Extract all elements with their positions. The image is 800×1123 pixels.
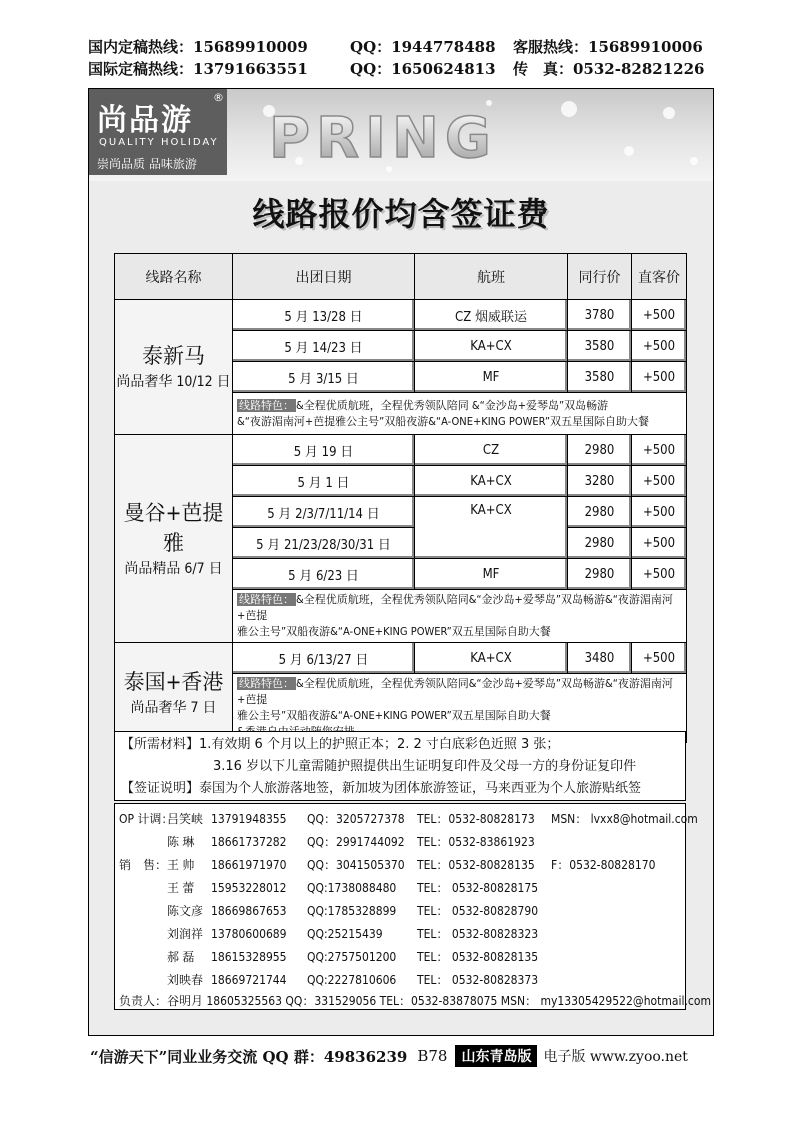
trade-price: 3580 [568,362,632,393]
intl-qq: QQ：1650624813 [350,60,496,78]
contact-name: 陈文彦 [167,904,204,918]
hotline-row-2 [88,58,718,80]
contact-tel: TEL： 0532-80828175 [417,881,539,895]
flight: CZ 烟威联运 [415,300,568,331]
route-features [233,393,687,435]
feature-text-2: 雅公主号”双船夜游&“A-ONE+KING POWER”双五星国际自助大餐 [237,625,551,638]
contact-tel: TEL： 0532-80828790 [417,904,539,918]
route-name: 曼谷+芭提雅 [123,500,224,555]
visa-notes: 【签证说明】泰国为个人旅游落地签，新加坡为团体旅游签证，马来西亚为个人旅游贴纸签 [121,781,642,796]
contact-name: 王 帅 [167,858,195,872]
trade-price: 2980 [568,528,632,559]
brand-english: QUALITY HOLIDAY [99,137,219,148]
contact-line [119,971,538,988]
contact-tel: TEL：0532-80828173 [417,812,535,826]
headline: 线路报价均含签证费 [252,195,550,233]
feature-text: &全程优质航班，全程优秀领队陪同 &“金沙岛+爱琴岛”双岛畅游 [296,398,609,412]
trade-price: 2980 [568,559,632,590]
materials-line-1: 【所需材料】1.有效期 6 个月以上的护照正本；2. 2 寸白底彩色近照 3 张； [121,737,560,752]
feature-tag: 线路特色： [239,398,294,412]
banner-word: PRING [269,106,497,171]
trade-price: 3580 [568,331,632,362]
contact-tel: TEL：0532-80828135 [417,858,535,872]
col-header-trade-price: 同行价 [568,254,632,300]
contact-qq: QQ：3205727378 [307,812,405,826]
intl-hotline: 国际定稿热线：13791663551 [88,60,308,78]
retail-price: +500 [632,362,687,393]
contact-line [119,810,698,827]
manager-line: 负责人：谷明月 18605325563 QQ：331529056 TEL：0532-83878075 MSN： my13305429522@hotmail.com [119,994,711,1008]
table-header-row [115,254,687,300]
op-label: OP 计调： [119,812,174,826]
contact-qq: QQ:2227810606 [307,973,397,987]
contact-fax: F：0532-80828170 [551,858,656,872]
flight: KA+CX [415,497,568,559]
departure-date: 5 月 6/13/27 日 [233,643,415,674]
contact-name: 刘映春 [167,973,204,987]
trade-price: 3780 [568,300,632,331]
retail-price: +500 [632,300,687,331]
qq-group-text: “信游天下”同业业务交流 QQ 群：49836239 [90,1047,408,1066]
route-cell-thai-hk [115,643,233,743]
feature-text: &全程优质航班，全程优秀领队陪同&“金沙岛+爱琴岛”双岛畅游&“夜游湄南河+芭提 [237,677,673,706]
contact-tel: TEL：0532-83861923 [417,835,535,849]
retail-price: +500 [632,435,687,466]
retail-price: +500 [632,643,687,674]
contact-phone: 18661737282 [211,835,287,849]
departure-date: 5 月 3/15 日 [233,362,415,393]
contact-msn: MSN： lvxx8@hotmail.com [551,812,698,826]
departure-date: 5 月 1 日 [233,466,415,497]
flight: CZ [415,435,568,466]
contact-phone: 18669867653 [211,904,287,918]
trade-price: 2980 [568,497,632,528]
feature-text: &全程优质航班，全程优秀领队陪同&“金沙岛+爱琴岛”双岛畅游&“夜游湄南河+芭提 [237,593,673,622]
trade-price: 3480 [568,643,632,674]
contact-phone: 13791948355 [211,812,287,826]
contact-phone: 18615328955 [211,950,287,964]
contact-qq: QQ:1785328899 [307,904,397,918]
contact-line [119,902,538,919]
retail-price: +500 [632,528,687,559]
flight: KA+CX [415,331,568,362]
sales-label: 销 售： [119,858,168,872]
departure-date: 5 月 14/23 日 [233,331,415,362]
contact-tel: TEL： 0532-80828323 [417,927,539,941]
retail-price: +500 [632,559,687,590]
flight: KA+CX [415,643,568,674]
contact-qq: QQ：3041505370 [307,858,405,872]
table-row [115,300,687,331]
brand-logo [89,89,227,175]
contact-name: 陈 琳 [167,835,195,849]
contact-name: 郝 磊 [167,950,195,964]
contact-qq: QQ:1738088480 [307,881,397,895]
fax-number: 传 真：0532-82821226 [513,60,705,78]
flight: KA+CX [415,466,568,497]
registered-mark: ® [213,91,224,104]
contact-phone: 18669721744 [211,973,287,987]
contact-phone: 18661971970 [211,858,287,872]
service-hotline: 客服热线：15689910006 [513,38,703,56]
contact-name: 吕笑峡 [167,812,204,826]
route-subtitle: 尚品奢华 7 日 [130,699,217,716]
contact-qq: QQ:25215439 [307,927,383,941]
brand-slogan: 崇尚品质 品味旅游 [97,157,197,171]
price-table [114,253,687,743]
departure-date: 5 月 21/23/28/30/31 日 [233,528,415,559]
footer [90,1045,715,1067]
contact-phone: 13780600689 [211,927,287,941]
route-subtitle: 尚品精品 6/7 日 [124,560,223,577]
contact-line [119,856,656,873]
banner [89,89,713,181]
feature-tag: 线路特色： [239,593,294,606]
hotline-header [88,36,718,80]
contact-line [119,948,538,965]
col-header-flight: 航班 [415,254,568,300]
col-header-retail-price: 直客价 [632,254,687,300]
contact-line [119,879,538,896]
route-cell-thai-sg-my [115,300,233,435]
brand-name: 尚品游 [97,103,193,138]
retail-price: +500 [632,331,687,362]
contact-qq: QQ：2991744092 [307,835,405,849]
required-materials [114,731,686,801]
materials-line-2: 3.16 岁以下儿童需随护照提供出生证明复印件及父母一方的身份证复印件 [213,759,637,774]
website-link[interactable]: 电子版 www.zyoo.net [543,1049,688,1065]
route-cell-bangkok-pattaya [115,435,233,643]
route-features [233,590,687,643]
hotline-row-1 [88,36,718,58]
departure-date: 5 月 2/3/7/11/14 日 [233,497,415,528]
departure-date: 5 月 13/28 日 [233,300,415,331]
table-row [115,643,687,674]
flight: MF [415,362,568,393]
retail-price: +500 [632,497,687,528]
feature-tag: 线路特色： [239,677,294,690]
trade-price: 3280 [568,466,632,497]
table-row [115,435,687,466]
flight: MF [415,559,568,590]
trade-price: 2980 [568,435,632,466]
domestic-hotline: 国内定稿热线：15689910009 [88,38,308,56]
feature-text-2: &“夜游湄南河+芭提雅公主号”双船夜游&“A-ONE+KING POWER”双五星国际自助大餐 [237,414,649,428]
route-name: 泰新马 [142,344,205,368]
contact-qq: QQ:2757501200 [307,950,397,964]
contact-line [119,925,538,942]
retail-price: +500 [632,466,687,497]
feature-text-2: 雅公主号”双船夜游&“A-ONE+KING POWER”双五星国际自助大餐 [237,709,551,722]
edition-badge: 山东青岛版 [455,1045,537,1067]
contact-name: 刘润祥 [167,927,204,941]
page-number: B78 [417,1047,448,1065]
contacts-panel [114,803,711,1010]
spring-banner-art [239,91,709,179]
route-name: 泰国+香港 [123,669,224,694]
departure-date: 5 月 19 日 [233,435,415,466]
contact-tel: TEL： 0532-80828373 [417,973,539,987]
domestic-qq: QQ：1944778488 [350,38,496,56]
col-header-date: 出团日期 [233,254,415,300]
departure-date: 5 月 6/23 日 [233,559,415,590]
col-header-route: 线路名称 [115,254,233,300]
contact-tel: TEL： 0532-80828135 [417,950,539,964]
route-subtitle: 尚品奢华 10/12 日 [116,374,231,390]
contact-phone: 15953228012 [211,881,287,895]
contact-line [119,833,551,850]
contact-name: 王 蕾 [167,881,195,895]
